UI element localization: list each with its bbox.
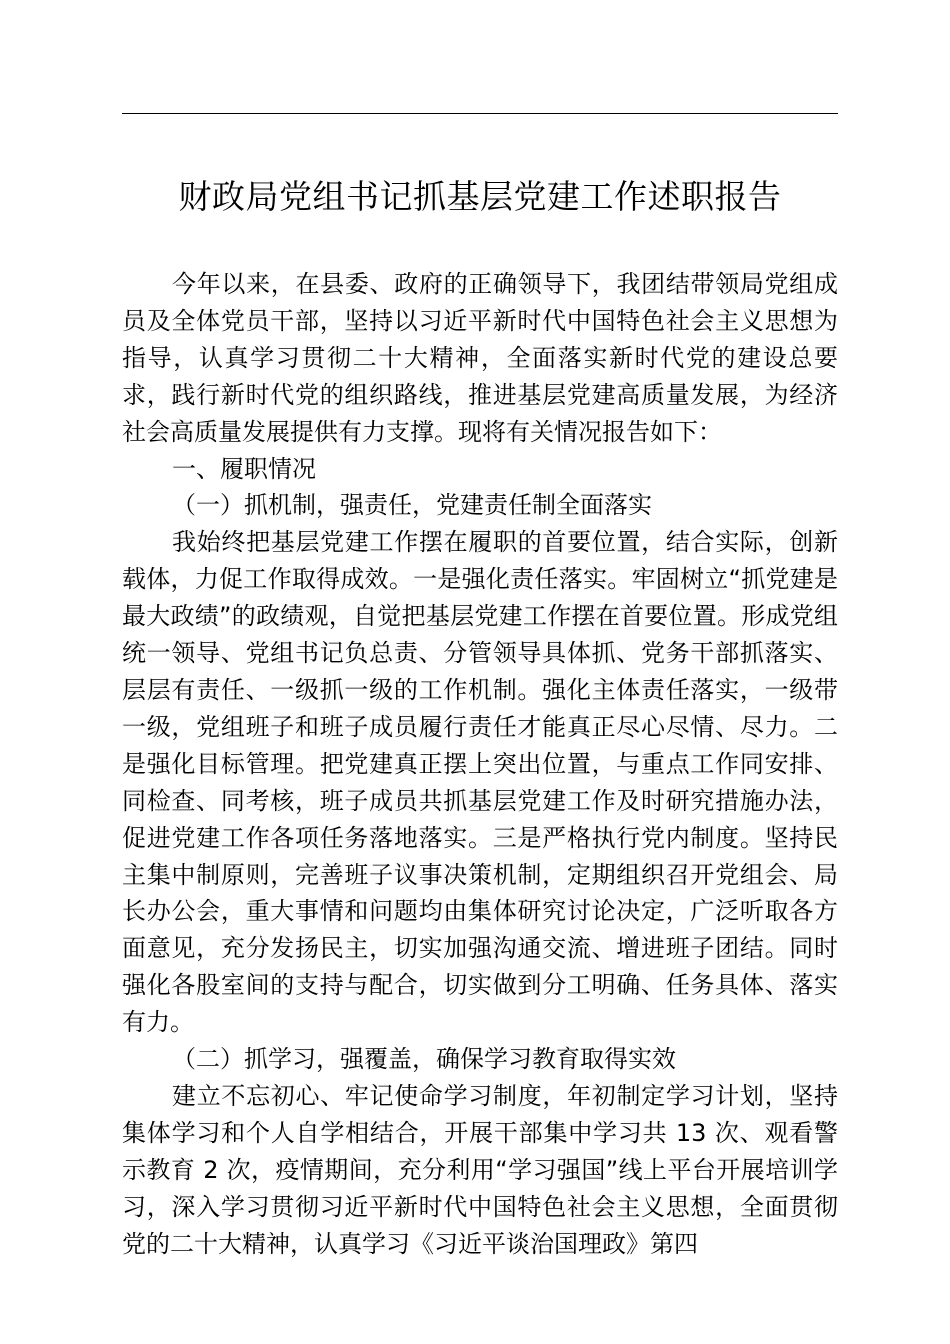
intro-paragraph: 今年以来，在县委、政府的正确领导下，我团结带领局党组成员及全体党员干部，坚持以习近平新时代中国特色社会主义思想为指导，认真学习贯彻二十大精神，全面落实新时代党的建设总要求，践行新时代党的组织路线，推进基层党建高质量发展，为经济社会高质量发展提供有力支撑。现将有关情况报告如下： (122, 270, 838, 446)
header-rule (122, 113, 838, 114)
subsection-1-paragraph: 我始终把基层党建工作摆在履职的首要位置，结合实际，创新载体，力促工作取得成效。一是强化责任落实。牢固树立“抓党建是最大政绩”的政绩观，自觉把基层党建工作摆在首要位置。形成党组统一领导、党组书记负总责、分管领导具体抓、党务干部抓落实、层层有责任、一级抓一级的工作机制。强化主体责任落实，一级带一级，党组班子和班子成员履行责任才能真正尽心尽情、尽力。二是强化目标管理。把党建真正摆上突出位置，与重点工作同安排、同检查、同考核，班子成员共抓基层党建工作及时研究措施办法，促进党建工作各项任务落地落实。三是严格执行党内制度。坚持民主集中制原则，完善班子议事决策机制，定期组织召开党组会、局长办公会，重大事情和问题均由集体研究讨论决定，广泛听取各方面意见，充分发扬民主，切实加强沟通交流、增进班子团结。同时强化各股室间的支持与配合，切实做到分工明确、任务具体、落实有力。 (122, 528, 838, 1037)
subsection-heading-1: （一）抓机制，强责任，党建责任制全面落实 (172, 491, 652, 520)
document-title: 财政局党组书记抓基层党建工作述职报告 (178, 177, 782, 216)
section-heading-1: 一、履职情况 (172, 454, 316, 483)
subsection-2-paragraph: 建立不忘初心、牢记使命学习制度，年初制定学习计划，坚持集体学习和个人自学相结合，开展干部集中学习共 13 次、观看警示教育 2 次，疫情期间，充分利用“学习强国”线上平台开展培训学习，深入学习贯彻习近平新时代中国特色社会主义思想，全面贯彻党的二十大精神，认真学习《习近平谈治国理政》第四 (122, 1081, 838, 1258)
subsection-heading-2: （二）抓学习，强覆盖，确保学习教育取得实效 (172, 1045, 676, 1074)
document-body (122, 266, 838, 1262)
